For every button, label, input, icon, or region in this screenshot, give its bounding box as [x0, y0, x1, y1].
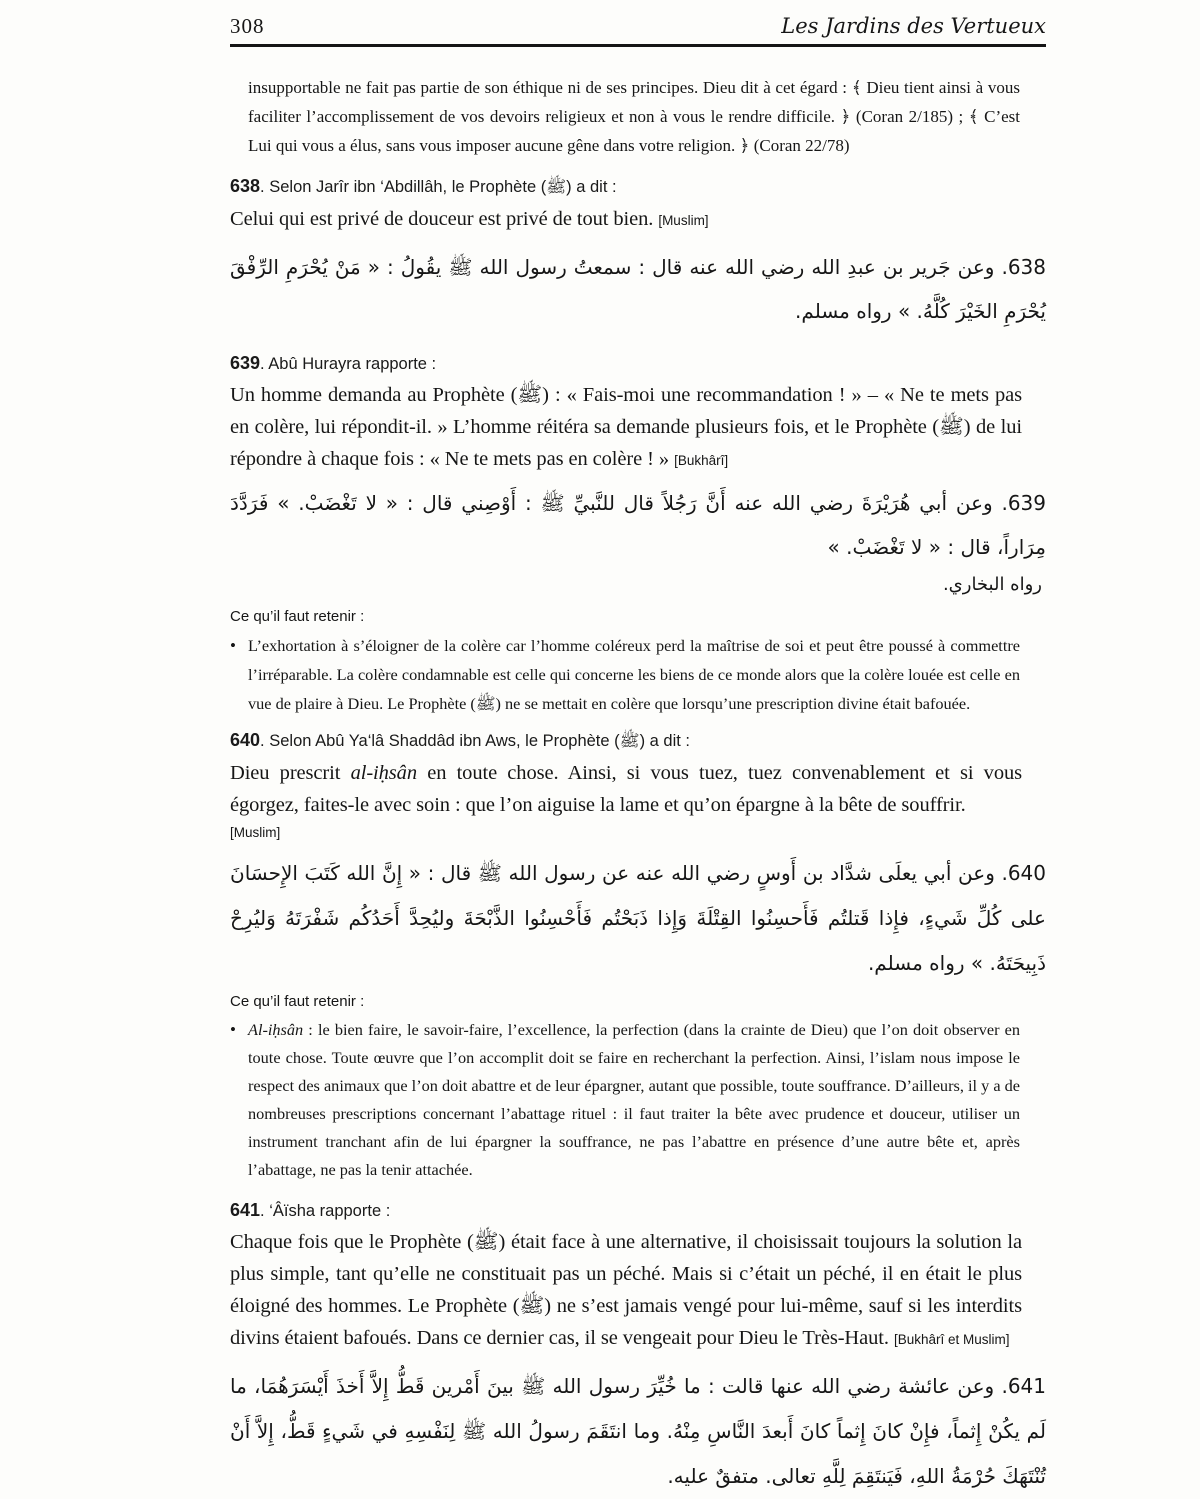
- arabic-source-text: رواه البخاري.: [942, 574, 1042, 595]
- source-tag: [Bukhârî]: [674, 453, 729, 468]
- retain-item-text: [248, 1016, 1020, 1184]
- hadith-number: 638: [230, 176, 261, 196]
- hadith-heading: [230, 176, 1046, 198]
- bullet-icon: •: [230, 1020, 236, 1039]
- hadith-641-section: [230, 1200, 1046, 1499]
- hadith-heading-text: . Selon Jarîr ibn ‘Abdillâh, le Prophète (ﷺ) a dit :: [260, 178, 617, 196]
- italic-term: Al-iḥsân: [248, 1020, 304, 1039]
- hadith-translation: [230, 1226, 1022, 1356]
- hadith-638-section: [230, 176, 1046, 333]
- bullet-icon: •: [230, 636, 236, 655]
- hadith-translation: [230, 203, 1022, 237]
- source-tag: [Muslim]: [658, 213, 709, 228]
- retain-item-rest: : le bien faire, le savoir-faire, l’excellence, la perfection (dans la crainte de Dieu) que l’on doit observer en toute chose. Toute œuvre que l’on accomplit doit se faire en recherchant la perfection. Ainsi, l’islam nous impose le respect des animaux que l’on doit abattre et de leur épargner, autant que possible, toute souffrance. D’ailleurs, il y a de nombreuses prescriptions concernant l’abattage rituel : il faut traiter la bête avec prudence et douceur, utiliser un instrument tranchant afin de lui épargner la souffrance, ne pas l’abattre en présence d’une autre bête et, après l’abattage, ne pas la tenir attachée.: [248, 1020, 1020, 1179]
- retain-label: Ce qu’il faut retenir :: [230, 993, 365, 1010]
- page-header: [230, 14, 1046, 39]
- hadith-heading-text: . Selon Abû Ya‘lâ Shaddâd ibn Aws, le Prophète (ﷺ) a dit :: [260, 732, 691, 750]
- italic-term: al-iḥsân: [350, 762, 417, 784]
- hadith-arabic-text: 640. وعن أبي يعلَى شدَّاد بن أَوسٍ رضي الله عنه عن رسول الله ﷺ قال : « إِنَّ الله كَتَبَ الإِحسَانَ على كُلِّ شَيءٍ، فإِذا قَتلتُم فَأَحسِنُوا القِتْلَةَ وَإِذا ذَبَحْتُم فَأَحْسِنُوا الذَّبْحَةَ وليُحِدَّ أَحَدُكُم شَفْرَتَهُ وَليُرِحْ ذَبِيحَتَهُ. » رواه مسلم.: [230, 861, 1046, 975]
- translation-text-pre: Dieu prescrit: [230, 762, 351, 784]
- hadith-heading-text: . Abû Hurayra rapporte :: [260, 355, 437, 373]
- translation-text-post: en toute chose. Ainsi, si vous tuez, tuez convenablement et si vous égorgez, faites-le avec soin : que l’on aiguise la lame et qu’on épargne à la bête de souffrir.: [230, 762, 1022, 816]
- hadith-translation: [230, 757, 1022, 821]
- retain-item: [230, 1016, 1020, 1184]
- retain-item-text: L’exhortation à s’éloigner de la colère car l’homme coléreux perd la maîtrise de soi et peut être poussé à commettre l’irréparable. La colère condamnable est celle qui concerne les biens de ce monde alors que la colère louée est celle en vue de plaire à Dieu. Le Prophète (ﷺ) ne se mettait en colère que lorsqu’une prescription divine était bafouée.: [248, 636, 1020, 713]
- hadith-640-section: [230, 730, 1046, 1184]
- hadith-heading: [230, 353, 1046, 375]
- hadith-arabic-text: 639. وعن أبي هُرَيْرَةَ رضي الله عنه أَنَّ رَجُلاً قال للنَّبيِّ ﷺ : أَوْصِني قال : « لا تَغْضَبْ. » فَرَدَّدَ مِرَاراً، قال : « لا تَغْضَبْ. »: [230, 491, 1046, 559]
- header-rule: [230, 44, 1046, 47]
- retain-item: [230, 631, 1020, 718]
- source-tag: [Bukhârî et Muslim]: [893, 1332, 1010, 1347]
- intro-paragraph: insupportable ne fait pas partie de son éthique ni de ses principes. Dieu dit à cet égard : ﴾ Dieu tient ainsi à vous faciliter l’accomplissement de vos devoirs religieux et non à vous le rendre difficile. ﴿ (Coran 2/185) ; ﴾ C’est Lui qui vous a élus, sans vous imposer aucune gêne dans votre religion. ﴿ (Coran 22/78): [248, 78, 1020, 155]
- hadith-translation: [230, 379, 1022, 477]
- page-number: 308: [230, 14, 265, 38]
- hadith-639-section: [230, 353, 1046, 718]
- retain-label: Ce qu’il faut retenir :: [230, 608, 365, 625]
- running-title: Les Jardins des Vertueux: [781, 14, 1046, 38]
- translation-text: Chaque fois que le Prophète (ﷺ) était face à une alternative, il choisissait toujours la solution la plus simple, tant qu’elle ne constituait pas un péché. Mais si c’était un péché, il en était le plus éloigné des hommes. Le Prophète (ﷺ) ne s’est jamais vengé pour lui-même, sauf si les interdits divins étaient bafoués. Dans ce dernier cas, il se vengeait pour Dieu le Très-Haut.: [230, 1231, 1023, 1349]
- hadith-arabic-text: 641. وعن عائشة رضي الله عنها قالت : ما خُيِّرَ رسول الله ﷺ بينَ أَمْرين قَطُّ إِلاَّ أَخذَ أَيْسَرَهُمَا، ما لَم يكُنْ إِثماً، فإِنْ كانَ إِثماً كانَ أَبعدَ النَّاسِ مِنْهُ. وما انتَقَمَ رسولُ الله ﷺ لِنَفْسِهِ في شَيءٍ قَطُّ، إِلاَّ أَنْ تُنْتَهَكَ حُرْمَةُ اللهِ، فَيَنتَقِمَ لِلَّهِ تعالى. متفقٌ عليه.: [230, 1374, 1046, 1488]
- hadith-heading-text: . ‘Âïsha rapporte :: [260, 1202, 391, 1220]
- hadith-number: 640: [230, 730, 261, 750]
- hadith-arabic-text: 638. وعن جَرير بن عبدِ الله رضي الله عنه قال : سمعتُ رسول الله ﷺ يقُولُ : « مَنْ يُحْرَمِ الرِّفْقَ يُحْرَمِ الخَيْرَ كُلَّهُ. » رواه مسلم.: [230, 255, 1046, 323]
- hadith-number: 639: [230, 353, 261, 373]
- translation-text: Celui qui est privé de douceur est privé de tout bien.: [230, 208, 654, 230]
- source-tag: [Muslim]: [230, 825, 281, 840]
- hadith-number: 641: [230, 1200, 261, 1220]
- hadith-heading: [230, 1200, 1046, 1222]
- hadith-heading: [230, 730, 1046, 752]
- translation-text: Un homme demanda au Prophète (ﷺ) : « Fais-moi une recommandation ! » – « Ne te mets pas en colère, lui répondit-il. » L’homme réitéra sa demande plusieurs fois, et le Prophète (ﷺ) de lui répondre à chaque fois : « Ne te mets pas en colère ! »: [230, 384, 1022, 470]
